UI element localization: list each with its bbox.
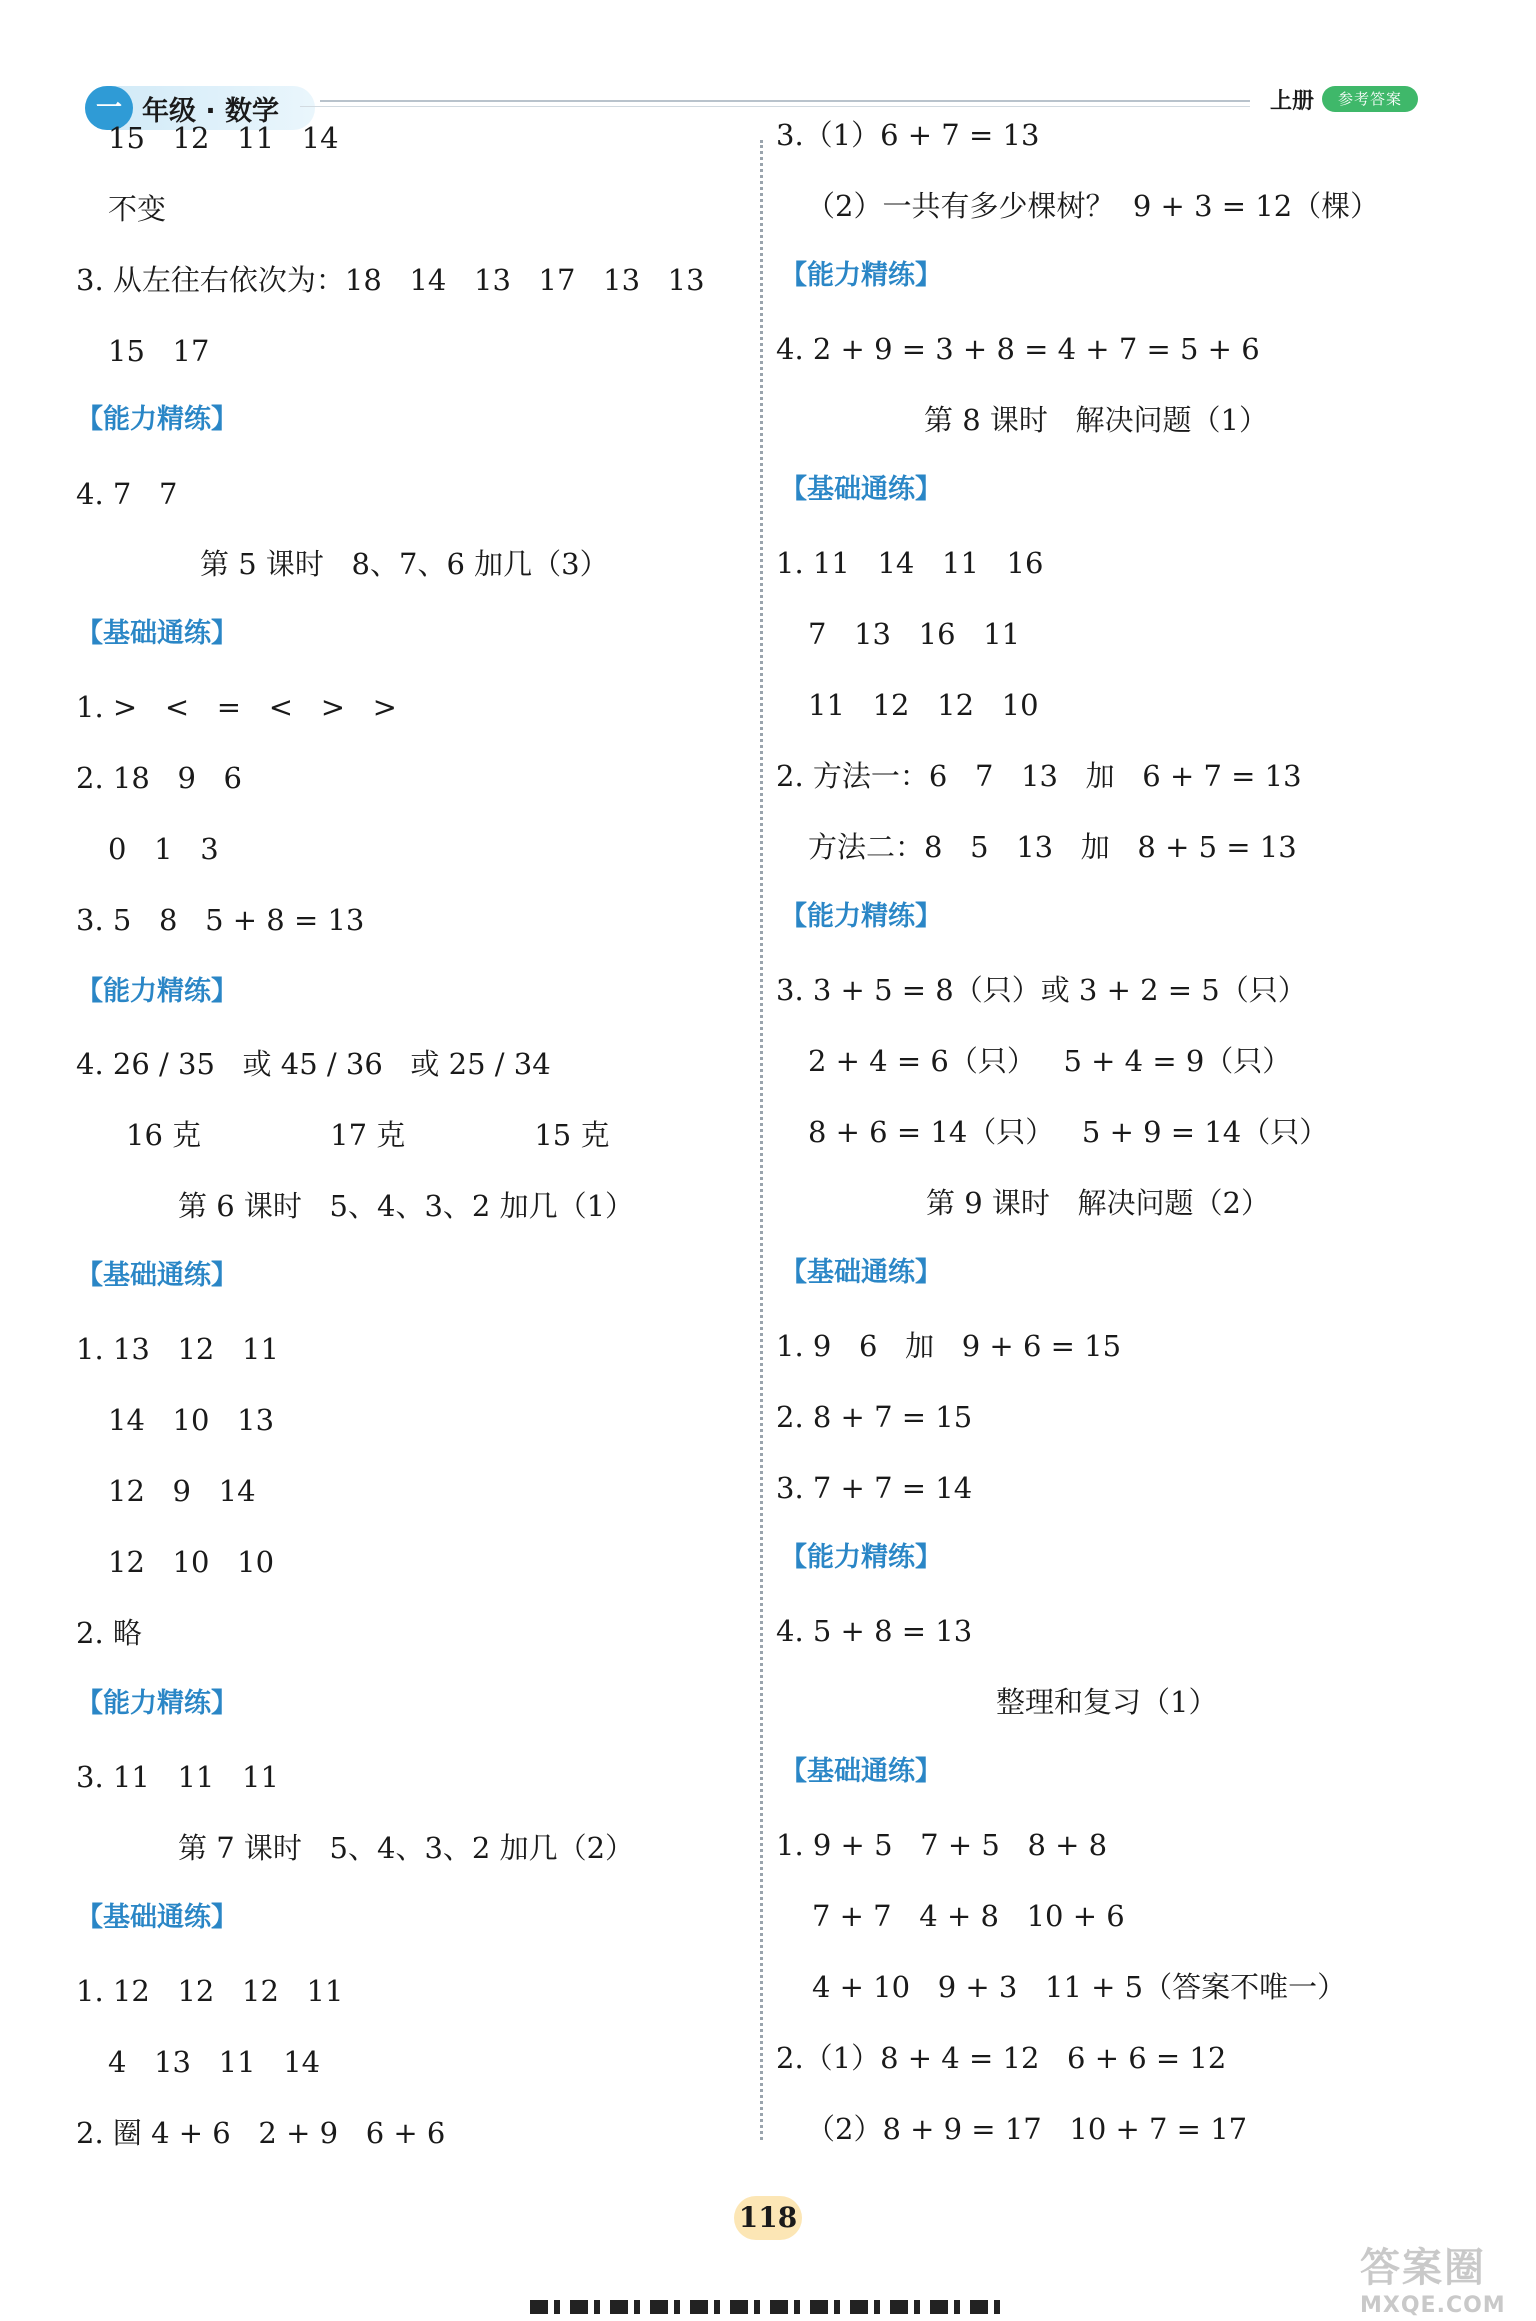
answer-line: 3.（1）6 + 7 = 13 (776, 118, 1040, 152)
answer-line: 2. 方法一：6 7 13 加 6 + 7 = 13 (776, 759, 1302, 793)
section-heading: 【基础通练】 (76, 1902, 238, 1933)
answer-line: 12 10 10 (108, 1545, 275, 1579)
answer-line: 2. 8 + 7 = 15 (776, 1400, 973, 1434)
bottom-strip (530, 2300, 1000, 2314)
lesson-title: 第 5 课时 8、7、6 加几（3） (200, 547, 609, 581)
section-heading: 【能力精练】 (76, 1688, 238, 1719)
answer-line: 1. 9 + 5 7 + 5 8 + 8 (776, 1828, 1108, 1862)
answer-line: 8 + 6 = 14（只） 5 + 9 = 14（只） (808, 1115, 1329, 1149)
page-header (0, 0, 1536, 140)
answer-line: 2. 18 9 6 (76, 761, 242, 795)
section-heading: 【基础通练】 (780, 1257, 942, 1288)
answer-line: 2.（1）8 + 4 = 12 6 + 6 = 12 (776, 2041, 1227, 2075)
answer-line: 0 1 3 (108, 832, 219, 866)
answer-line: 11 12 12 10 (808, 688, 1039, 722)
lesson-title: 第 9 课时 解决问题（2） (926, 1186, 1270, 1220)
volume-label: 上册 (1270, 89, 1315, 114)
section-heading: 【基础通练】 (76, 618, 238, 649)
page-number: 118 (734, 2196, 802, 2240)
section-heading: 【能力精练】 (780, 1542, 942, 1573)
section-heading: 【能力精练】 (76, 976, 238, 1007)
answer-line: 1. 9 6 加 9 + 6 = 15 (776, 1329, 1122, 1363)
answer-line: 2. 略 (76, 1616, 142, 1650)
answer-line: 3. 3 + 5 = 8（只）或 3 + 2 = 5（只） (776, 973, 1307, 1007)
answer-line: 1. 11 14 11 16 (776, 546, 1044, 580)
answer-line: 7 13 16 11 (808, 617, 1021, 651)
answer-line: 3. 7 + 7 = 14 (776, 1471, 973, 1505)
answer-line: 12 9 14 (108, 1474, 256, 1508)
answer-line: 16 克 17 克 15 克 (126, 1118, 610, 1152)
answer-line: 3. 5 8 5 + 8 = 13 (76, 903, 365, 937)
answer-line: 15 17 (108, 334, 210, 368)
answer-line: 方法二：8 5 13 加 8 + 5 = 13 (808, 830, 1297, 864)
answer-line: 14 10 13 (108, 1403, 275, 1437)
section-heading: 【能力精练】 (780, 901, 942, 932)
answer-line: 1. 13 12 11 (76, 1332, 279, 1366)
answer-line: 1. 12 12 12 11 (76, 1974, 344, 2008)
lesson-title: 整理和复习（1） (996, 1685, 1218, 1719)
answer-line: 4 + 10 9 + 3 11 + 5（答案不唯一） (812, 1970, 1347, 2004)
answer-line: 1. > < = < > > (76, 690, 397, 724)
answer-line: （2）一共有多少棵树？ 9 + 3 = 12（棵） (806, 189, 1380, 223)
section-heading: 【能力精练】 (780, 260, 942, 291)
section-heading: 【基础通练】 (780, 474, 942, 505)
answer-line: 3. 从左往右依次为：18 14 13 17 13 13 (76, 263, 705, 297)
watermark (1360, 2236, 1506, 2318)
answer-line: 3. 11 11 11 (76, 1760, 279, 1794)
answer-line: 4. 5 + 8 = 13 (776, 1614, 973, 1648)
lesson-title: 第 6 课时 5、4、3、2 加几（1） (178, 1189, 635, 1223)
watermark-mark: 答案圈 (1360, 2245, 1486, 2291)
header-rule-secondary (300, 106, 1250, 107)
answer-line: 15 12 11 14 (108, 121, 339, 155)
answer-badge: 参考答案 (1322, 86, 1418, 112)
answer-line: 不变 (108, 192, 167, 226)
answer-line: 7 + 7 4 + 8 10 + 6 (812, 1899, 1125, 1933)
watermark-url: MXQE.COM (1360, 2293, 1506, 2318)
column-divider (760, 140, 763, 2140)
grade-subject-label: 年级 · 数学 (142, 96, 280, 127)
section-heading: 【能力精练】 (76, 404, 238, 435)
answer-line: 2. 圈 4 + 6 2 + 9 6 + 6 (76, 2116, 446, 2150)
section-heading: 【基础通练】 (780, 1756, 942, 1787)
lesson-title: 第 7 课时 5、4、3、2 加几（2） (178, 1831, 635, 1865)
section-heading: 【基础通练】 (76, 1260, 238, 1291)
answer-line: （2）8 + 9 = 17 10 + 7 = 17 (806, 2112, 1248, 2146)
answer-line: 2 + 4 = 6（只） 5 + 4 = 9（只） (808, 1044, 1292, 1078)
grade-circle: 一 (85, 86, 133, 130)
answer-line: 4. 26 / 35 或 45 / 36 或 25 / 34 (76, 1047, 551, 1081)
answer-line: 4. 7 7 (76, 477, 178, 511)
header-rule (320, 100, 1250, 102)
answer-line: 4 13 11 14 (108, 2045, 321, 2079)
answer-line: 4. 2 + 9 = 3 + 8 = 4 + 7 = 5 + 6 (776, 332, 1260, 366)
lesson-title: 第 8 课时 解决问题（1） (924, 403, 1268, 437)
